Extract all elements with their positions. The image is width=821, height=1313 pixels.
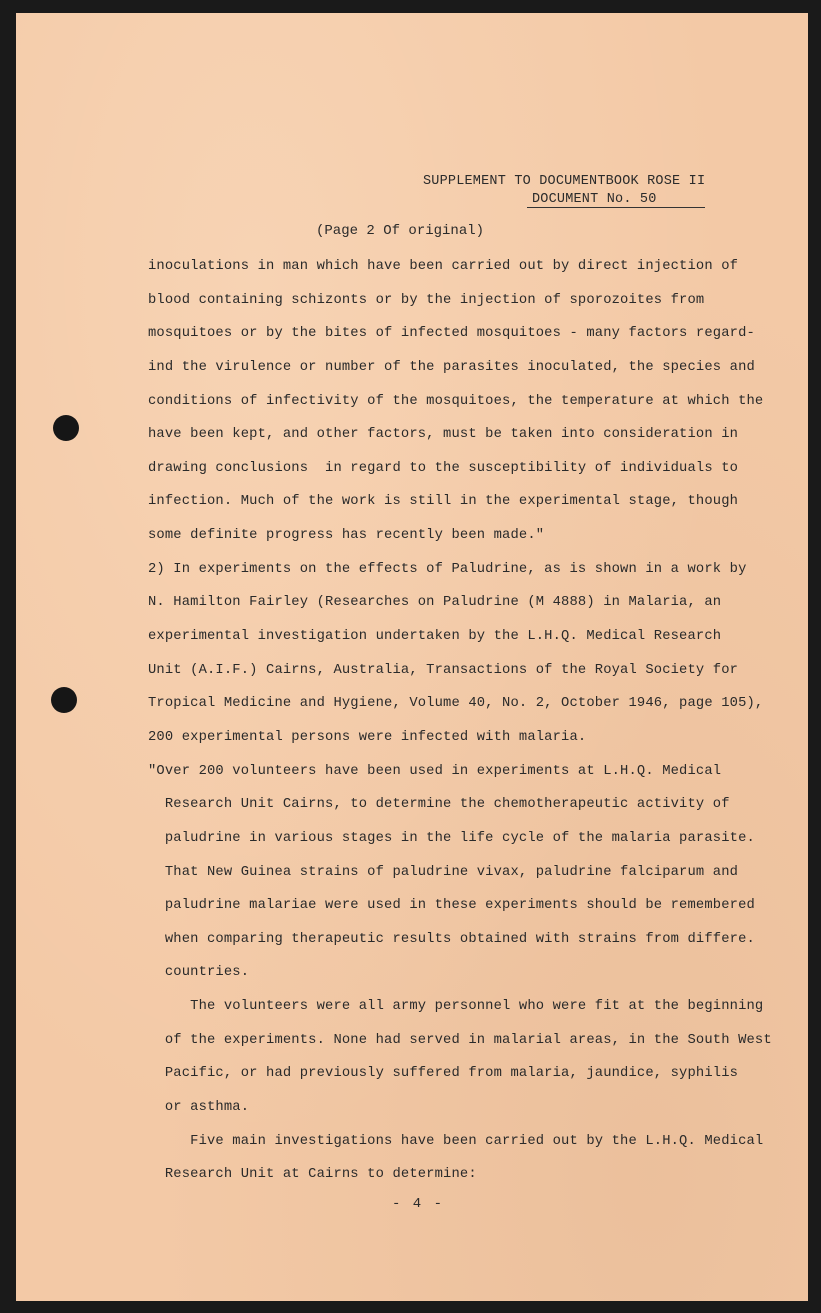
body-line: or asthma. bbox=[148, 1100, 250, 1116]
document-header bbox=[423, 174, 713, 209]
body-line: of the experiments. None had served in malarial areas, in the South West bbox=[148, 1032, 772, 1048]
body-line: inoculations in man which have been carried out by direct injection of bbox=[148, 259, 739, 274]
body-line: when comparing therapeutic results obtained with strains from differe. bbox=[148, 931, 755, 947]
document-body bbox=[148, 257, 772, 1199]
body-line: paludrine malariae were used in these experiments should be remembered bbox=[148, 898, 755, 914]
body-line: infection. Much of the work is still in the experimental stage, though bbox=[148, 494, 739, 510]
body-line: The volunteers were all army personnel who were fit at the beginning bbox=[148, 999, 764, 1015]
header-document-number: DOCUMENT No. 50 bbox=[532, 192, 657, 207]
body-line: countries. bbox=[148, 965, 250, 981]
body-line: ind the virulence or number of the parasites inoculated, the species and bbox=[148, 359, 755, 375]
body-line: Pacific, or had previously suffered from malaria, jaundice, syphilis bbox=[148, 1066, 739, 1082]
body-line: Five main investigations have been carried out by the L.H.Q. Medical bbox=[148, 1133, 764, 1149]
body-line: Tropical Medicine and Hygiene, Volume 40, No. 2, October 1946, page 105), bbox=[148, 696, 764, 712]
body-line: Research Unit Cairns, to determine the chemotherapeutic activity of bbox=[148, 797, 730, 813]
document-page bbox=[16, 13, 808, 1301]
body-line: drawing conclusions in regard to the susceptibility of individuals to bbox=[148, 460, 739, 476]
body-line: N. Hamilton Fairley (Researches on Paludrine (M 4888) in Malaria, an bbox=[148, 595, 722, 611]
body-line: 200 experimental persons were infected with malaria. bbox=[148, 729, 587, 745]
body-line: That New Guinea strains of paludrine vivax, paludrine falciparum and bbox=[148, 864, 739, 880]
body-line: some definite progress has recently been made." bbox=[148, 528, 545, 544]
punch-hole-lower bbox=[51, 687, 77, 713]
punch-hole-upper bbox=[53, 415, 79, 441]
body-line: have been kept, and other factors, must be taken into consideration in bbox=[148, 427, 739, 443]
body-line: paludrine in various stages in the life cycle of the malaria parasite. bbox=[148, 830, 755, 846]
body-line: blood containing schizonts or by the injection of sporozoites from bbox=[148, 292, 705, 308]
header-title: SUPPLEMENT TO DOCUMENTBOOK ROSE II bbox=[423, 174, 706, 189]
body-line: Research Unit at Cairns to determine: bbox=[148, 1167, 477, 1183]
header-underline bbox=[527, 207, 705, 208]
body-line: "Over 200 volunteers have been used in experiments at L.H.Q. Medical bbox=[148, 763, 722, 779]
original-page-reference: (Page 2 Of original) bbox=[316, 223, 485, 239]
body-line: mosquitoes or by the bites of infected mosquitoes - many factors regard- bbox=[148, 326, 755, 342]
page-number: - 4 - bbox=[392, 1196, 445, 1212]
body-line: Unit (A.I.F.) Cairns, Australia, Transactions of the Royal Society for bbox=[148, 662, 739, 678]
body-line: 2) In experiments on the effects of Paludrine, as is shown in a work by bbox=[148, 561, 747, 577]
body-line: conditions of infectivity of the mosquitoes, the temperature at which the bbox=[148, 393, 764, 409]
body-line: experimental investigation undertaken by the L.H.Q. Medical Research bbox=[148, 629, 722, 645]
